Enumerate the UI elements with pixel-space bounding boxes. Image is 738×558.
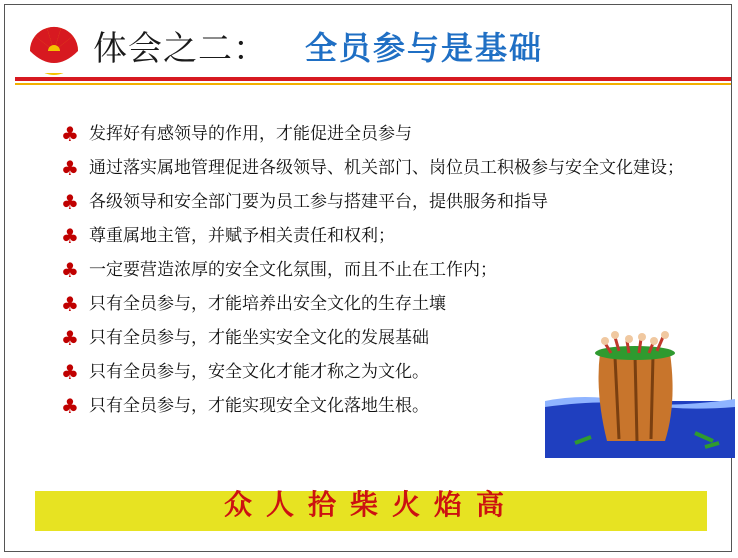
club-icon: ♣ — [61, 258, 79, 282]
list-item: ♣ 只有全员参与，安全文化才能才称之为文化。 — [61, 355, 701, 389]
club-icon: ♣ — [61, 156, 79, 180]
title-divider-accent — [15, 83, 731, 85]
list-item: ♣ 尊重属地主管，并赋予相关责任和权利； — [61, 219, 701, 253]
page-title-prefix: 体会之二： — [93, 29, 268, 69]
list-item: ♣ 各级领导和安全部门要为员工参与搭建平台，提供服务和指导 — [61, 185, 701, 219]
list-item: ♣ 只有全员参与，才能坐实安全文化的发展基础 — [61, 321, 701, 355]
list-item: ♣ 只有全员参与，才能实现安全文化落地生根。 — [61, 389, 701, 423]
list-item: ♣ 通过落实属地管理促进各级领导、机关部门、岗位员工积极参与安全文化建设； — [61, 151, 701, 185]
club-icon: ♣ — [61, 394, 79, 418]
list-item: ♣ 一定要营造浓厚的安全文化氛围，而且不止在工作内； — [61, 253, 701, 287]
club-icon: ♣ — [61, 360, 79, 384]
list-item: ♣ 发挥好有感领导的作用，才能促进全员参与 — [61, 117, 699, 151]
title-divider — [15, 77, 731, 81]
club-icon: ♣ — [61, 326, 79, 350]
page-title: 全员参与是基础 — [305, 29, 544, 67]
club-icon: ♣ — [61, 190, 79, 214]
club-icon: ♣ — [61, 122, 79, 146]
petrochina-logo — [21, 17, 87, 75]
club-icon: ♣ — [61, 224, 79, 248]
people-on-cliff-illustration — [545, 323, 735, 458]
list-item: ♣ 只有全员参与，才能培养出安全文化的生存土壤 — [61, 287, 701, 321]
slide — [4, 4, 732, 552]
club-icon: ♣ — [61, 292, 79, 316]
banner-text: 众人拾柴火焰高 — [223, 488, 518, 521]
